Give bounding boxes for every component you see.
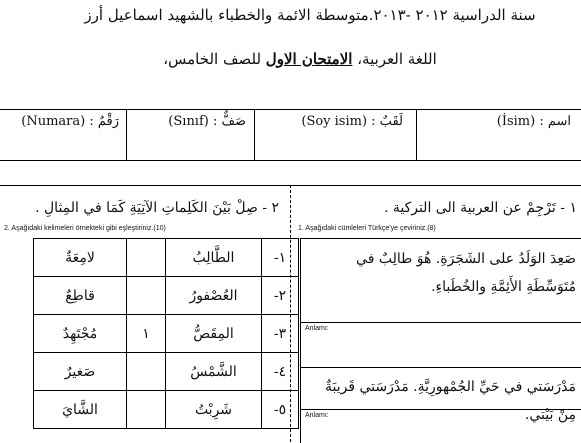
match-item: الطَّالِبُ [166,239,262,277]
table-row [34,239,299,277]
field-divider [254,110,255,160]
item-number: -٥ [262,391,299,429]
exam-grade: للصف الخامس، [163,50,266,68]
field-divider [126,110,127,160]
number-field[interactable]: رَقْمٌ : (Numara) [21,114,119,129]
translation-box [300,238,581,443]
exam-name: الامتحان الاول [265,50,353,68]
question2-title: ٢ - صِلْ بَيْنَ الكَلِماتِ الآتِيَةِ كَمَا في المِثالِ . [35,200,279,216]
surname-field[interactable]: لَقَبٌ : (Soy isim) [301,114,403,129]
question1-instruction: 1. Aşağıdaki cümleleri Türkçe'ye çeviriniz.(8) [298,225,436,232]
answer-blank[interactable]: ١ [127,315,166,353]
answer-blank[interactable] [127,239,166,277]
item-number: -٢ [262,277,299,315]
matching-table [33,238,299,429]
answer-separator [301,322,581,323]
match-item: الشَّمْسُ [166,353,262,391]
answer-label-1: Anlamı: [305,325,329,332]
table-row [34,277,299,315]
answer-blank[interactable] [127,353,166,391]
answer-separator [301,409,581,410]
class-field[interactable]: صَفٌّ : (Sınıf) [168,114,246,129]
match-word: لامِعَةٌ [34,239,127,277]
table-row [34,315,299,353]
sentence-1: صَعِدَ الوَلَدُ على الشَجَرَةِ. هُوَ طالِبٌ في مُتَوَسِّطَةِ الأَئِمَّةِ والخُطَباءِ. [356,251,576,295]
table-row [34,353,299,391]
answer-blank[interactable] [127,391,166,429]
match-item: العُصْفورُ [166,277,262,315]
item-number: -١ [262,239,299,277]
question2-instruction: 2. Aşağıdaki kelimeleri örnekteki gibi eşleştiriniz.(10) [4,225,166,232]
match-item: المِقَصُّ [166,315,262,353]
sentence-2: مَدْرَسَتي في حَيِّ الجُمْهورِيَّةِ. مَدْرَسَتي قَريبَةٌ مِنْ بَيْتي. [324,379,576,423]
answer-separator [301,367,581,368]
field-divider [416,110,417,160]
match-item: شَرِبْتُ [166,391,262,429]
student-info-box [0,109,581,161]
item-number: -٣ [262,315,299,353]
match-word: صَغيرٌ [34,353,127,391]
exam-title [150,50,450,68]
exam-subject: اللغة العربية، [352,50,437,68]
name-field[interactable]: اسم : (İsim) [496,114,571,129]
match-word: الشَّايَ [34,391,127,429]
match-word: قاطِعٌ [34,277,127,315]
answer-label-2: Anlamı: [305,412,329,419]
table-row [34,391,299,429]
question1-title: ١ - تَرْجِمْ عن العربية الى التركية . [383,200,577,216]
item-number: -٤ [262,353,299,391]
match-word: مُجْتَهِدٌ [34,315,127,353]
school-year-header: سنة الدراسية ٢٠١٢ -٢٠١٣.متوسطة الائمة والخطباء بالشهيد اسماعيل أرز [84,6,536,24]
answer-blank[interactable] [127,277,166,315]
